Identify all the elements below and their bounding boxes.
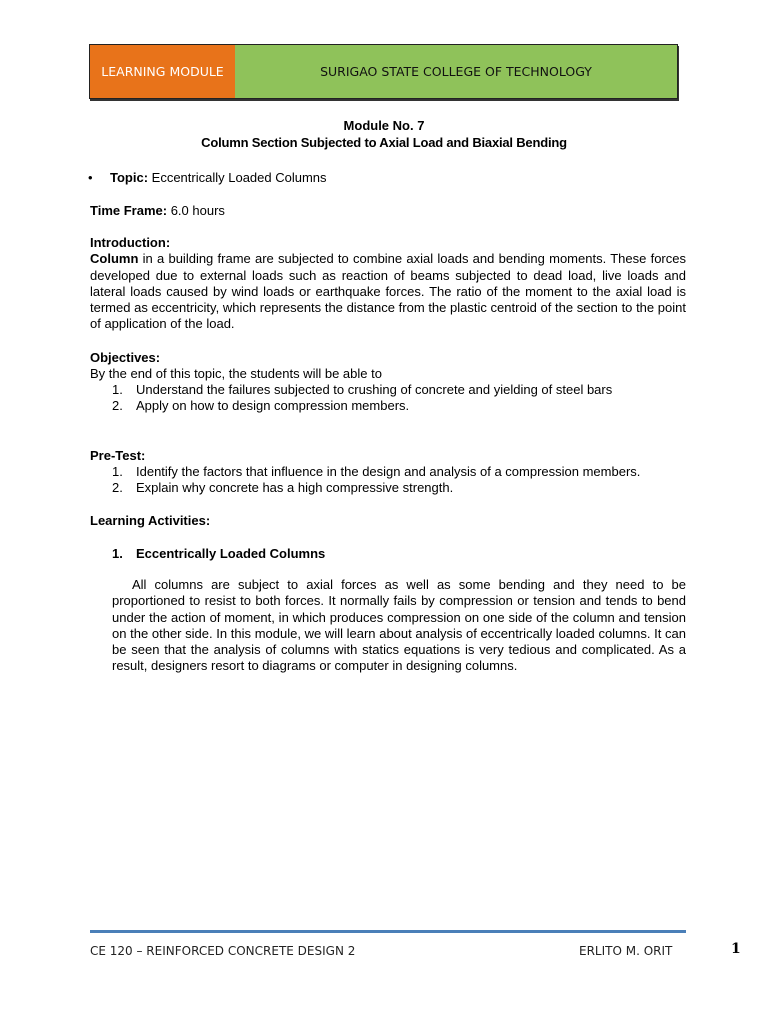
introduction-body: in a building frame are subjected to combine axial loads and bending moments. These forces developed due to external loads such as reaction of beams subjected to dead load, live loads and lateral loads caused by wind loads or earthquake forces. The ratio of the moment to the axial load is termed as eccentricity, which represents the distance from the plastic centroid of the section to the point of application of the load. xyxy=(90,251,686,332)
list-item xyxy=(112,480,692,496)
list-number: 1. xyxy=(112,382,123,397)
module-number: Module No. 7 xyxy=(343,118,425,133)
time-frame xyxy=(90,203,225,218)
list-item xyxy=(112,464,692,480)
introduction-heading: Introduction: xyxy=(90,235,171,250)
list-item xyxy=(112,382,692,398)
list-number: 2. xyxy=(112,480,123,496)
objectives-section xyxy=(90,350,686,383)
learning-activities-paragraph: All columns are subject to axial forces as well as some bending and they need to be proportioned to resist to both forces. It normally fails by compression or tension and tends to bend under the action of moment, in which produces compression on one side of the column and tension on the other side. In this module, we will learn about analysis of eccentrically loaded columns. It can be seen that the analysis of columns with statics equations is very tedious and complicated. As a result, designers resort to diagrams or computer in designing columns. xyxy=(112,577,686,674)
list-number: 1. xyxy=(112,464,123,479)
topic-line xyxy=(88,170,327,185)
learning-activities-section xyxy=(90,513,686,529)
footer-divider xyxy=(90,930,686,933)
learning-activities-heading: Learning Activities: xyxy=(90,513,211,528)
time-frame-value: 6.0 hours xyxy=(170,203,225,218)
list-text: Apply on how to design compression members. xyxy=(136,398,410,414)
topic-value: Eccentrically Loaded Columns xyxy=(151,170,327,185)
pretest-section xyxy=(90,448,686,464)
page-number: 1 xyxy=(731,941,741,957)
subheading-number: 1. xyxy=(112,546,123,561)
bullet-icon: • xyxy=(88,170,93,185)
topic-label: Topic: xyxy=(110,170,149,185)
footer-course: CE 120 – REINFORCED CONCRETE DESIGN 2 xyxy=(90,944,356,958)
list-text: Explain why concrete has a high compressive strength. xyxy=(136,480,454,496)
pretest-heading: Pre-Test: xyxy=(90,448,146,463)
objectives-heading: Objectives: xyxy=(90,350,161,365)
learning-activities-subheading xyxy=(112,546,692,562)
objectives-intro: By the end of this topic, the students will be able to xyxy=(90,366,382,382)
list-text: Understand the failures subjected to crushing of concrete and yielding of steel bars xyxy=(136,382,613,397)
learning-module-label: LEARNING MODULE xyxy=(90,45,235,98)
introduction-section xyxy=(90,235,686,333)
objectives-list xyxy=(112,382,692,415)
footer-author: ERLITO M. ORIT xyxy=(579,944,673,958)
list-item xyxy=(112,398,692,414)
time-frame-label: Time Frame: xyxy=(90,203,168,218)
module-header xyxy=(89,44,678,99)
college-name: SURIGAO STATE COLLEGE OF TECHNOLOGY xyxy=(235,45,677,98)
pretest-list xyxy=(112,464,692,497)
list-number: 2. xyxy=(112,398,123,414)
introduction-lead: Column xyxy=(90,251,139,267)
module-title: Column Section Subjected to Axial Load and Biaxial Bending xyxy=(201,135,567,150)
subheading-text: Eccentrically Loaded Columns xyxy=(136,546,326,561)
list-text: Identify the factors that influence in the design and analysis of a compression members. xyxy=(136,464,641,479)
